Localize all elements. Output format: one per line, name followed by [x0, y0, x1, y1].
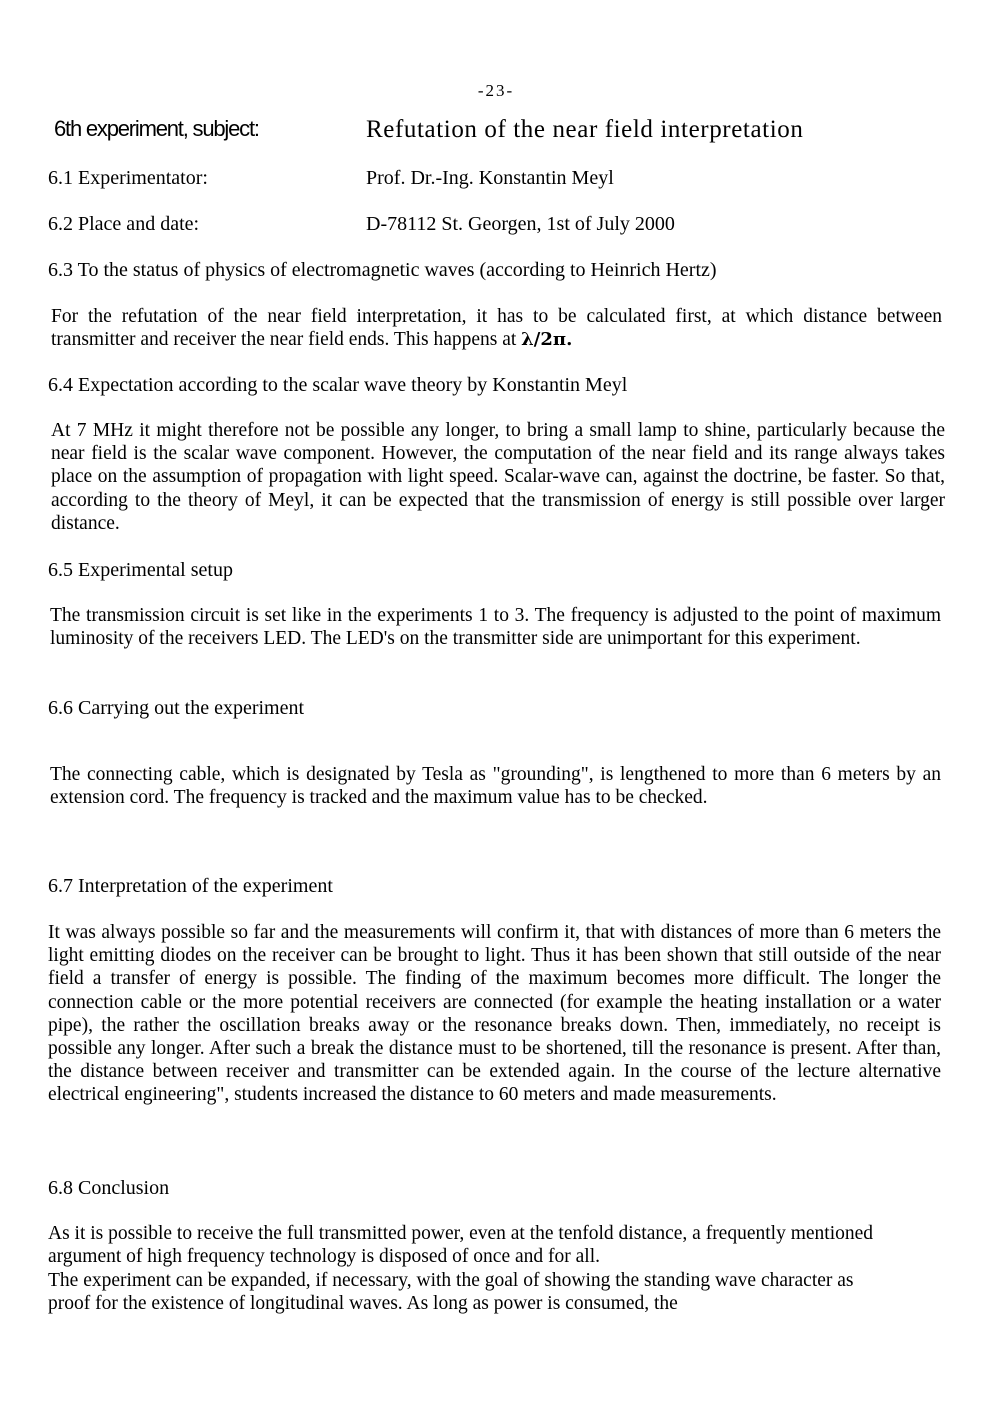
conclusion-paragraph-2: The experiment can be expanded, if necessary, with the goal of showing the standing wave character as proof for the existence of longitudinal waves. As long as power is consumed, the [48, 1269, 854, 1315]
section-text-6-5: The transmission circuit is set like in the experiments 1 to 3. The frequency is adjusted to the point of maximum luminosity of the receivers LED. The LED's on the transmitter side are unimportant for this experiment. [50, 605, 941, 650]
section-text-6-3-body: For the refutation of the near field interpretation, it has to be calculated first, at which distance between transmitter and receiver the near field ends. This happens at [51, 306, 942, 351]
section-text-6-7: It was always possible so far and the measurements will confirm it, that with distances of more than 6 meters the light emitting diodes on the receiver can be brought to light. Thus it has been shown that still outside of the near field a transfer of energy is possible. The finding of the maximum becomes more difficult. The longer the connection cable or the more potential receivers are connected (for example the heating installation or a water pipe), the rather the oscillation breaks away or the resonance breaks down. Then, immediately, no receipt is possible any longer. After such a break the distance must to be shortened, till the resonance is present. After than, the distance between receiver and transmitter can be extended again. In the course of the lecture alternative electrical engineering", students increased the distance to 60 meters and made measurements. [48, 922, 941, 1106]
subject-label: 6th experiment, subject: [54, 116, 259, 141]
lambda-formula: λ/2π. [521, 329, 573, 351]
section-text-6-6: The connecting cable, which is designated by Tesla as "grounding", is lengthened to more than 6 meters by an extension cord. The frequency is tracked and the maximum value has to be checked. [50, 764, 941, 809]
section-text-6-3 [51, 305, 942, 351]
place-date-label: 6.2 Place and date: [48, 213, 200, 235]
section-heading-6-4: 6.4 Expectation according to the scalar wave theory by Konstantin Meyl [48, 374, 628, 396]
section-text-6-8 [48, 1222, 878, 1316]
conclusion-paragraph-1: As it is possible to receive the full transmitted power, even at the tenfold distance, a frequently mentioned argument of high frequency technology is disposed of once and for all. [48, 1223, 874, 1268]
section-heading-6-7: 6.7 Interpretation of the experiment [48, 875, 333, 897]
place-date-value: D-78112 St. Georgen, 1st of July 2000 [366, 213, 675, 235]
section-heading-6-8: 6.8 Conclusion [48, 1177, 170, 1199]
section-heading-6-3: 6.3 To the status of physics of electromagnetic waves (according to Heinrich Hertz) [48, 259, 717, 281]
experimentator-label: 6.1 Experimentator: [48, 167, 208, 189]
section-text-6-4: At 7 MHz it might therefore not be possible any longer, to bring a small lamp to shine, particularly because the near field is the scalar wave component. However, the computation of the near field and its range always takes place on the assumption of propagation with light speed. Scalar-wave can, against the doctrine, be faster. So that, according to the theory of Meyl, it can be expected that the transmission of energy is still possible over larger distance. [51, 420, 945, 534]
subject-title: Refutation of the near field interpretation [366, 116, 804, 143]
experimentator-value: Prof. Dr.-Ing. Konstantin Meyl [366, 167, 614, 189]
page-number: -23- [477, 81, 515, 100]
section-heading-6-6: 6.6 Carrying out the experiment [48, 697, 305, 719]
section-heading-6-5: 6.5 Experimental setup [48, 559, 233, 581]
